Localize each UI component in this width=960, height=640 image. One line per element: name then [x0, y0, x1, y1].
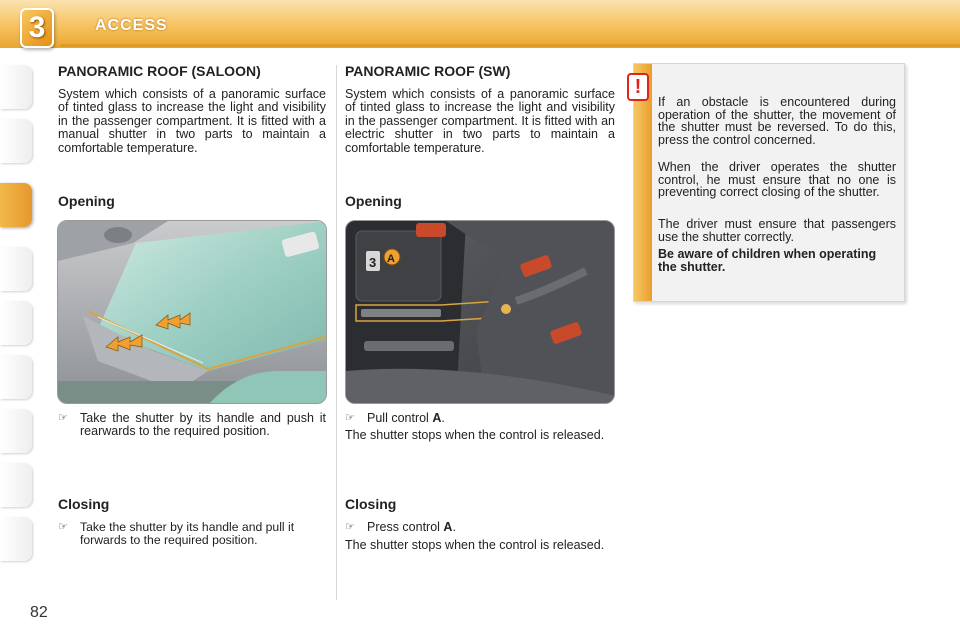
pointing-hand-icon: ☞: [345, 521, 355, 533]
pointing-hand-icon: ☞: [58, 521, 68, 533]
chapter-badge: [20, 8, 54, 48]
sw-closing-bullet: [345, 521, 615, 534]
column-divider: [336, 65, 337, 600]
sw-closing-note: The shutter stops when the control is released.: [345, 538, 605, 552]
sw-control-photo: [345, 220, 615, 404]
warning-paragraph-2: When the driver operates the shutter control, he must ensure that no one is preventing correct closing of the shutter.: [658, 160, 896, 200]
sw-opening-bullet-prefix: Pull control: [367, 411, 433, 425]
exclamation-icon: !: [634, 76, 642, 98]
photo-label-a: A: [387, 253, 395, 265]
sw-opening-heading: Opening: [345, 193, 402, 209]
sw-closing-control-label: A: [443, 520, 453, 534]
sw-opening-bullet: [345, 412, 615, 425]
chapter-tab-7[interactable]: [0, 409, 32, 453]
pointing-hand-icon: ☞: [58, 412, 68, 424]
saloon-opening-text: Take the shutter by its handle and push it rearwards to the required position.: [80, 411, 326, 439]
saloon-roof-photo: [57, 220, 327, 404]
chapter-tab-9[interactable]: [0, 517, 32, 561]
header-rule: [60, 44, 960, 47]
warning-icon: [627, 73, 649, 101]
sw-closing-bullet-prefix: Press control: [367, 520, 444, 534]
sw-intro: System which consists of a panoramic surface of tinted glass to increase the light and visibility in the passenger compartment. It is fitted with an electric shutter in two parts to maintain a comfortable temperature.: [345, 87, 615, 155]
saloon-closing-text: Take the shutter by its handle and pull it forwards to the required position.: [80, 520, 295, 548]
sw-closing-heading: Closing: [345, 496, 397, 512]
saloon-closing-bullet: [58, 521, 326, 548]
chapter-tab-strip: [0, 65, 34, 577]
chapter-number: 3: [28, 11, 46, 44]
page-number: 82: [30, 604, 48, 621]
sw-opening-note: The shutter stops when the control is released.: [345, 428, 605, 442]
sw-closing-bullet-suffix: .: [452, 520, 456, 534]
photo-label-3: 3: [369, 255, 377, 270]
section-title: ACCESS: [95, 17, 168, 34]
chapter-tab-6[interactable]: [0, 355, 32, 399]
sw-opening-control-label: A: [432, 411, 442, 425]
saloon-intro: System which consists of a panoramic surface of tinted glass to increase the light and visibility in the passenger compartment. It is fitted with a manual shutter in two parts to maintain a comfortable temperature.: [58, 87, 326, 155]
saloon-title: PANORAMIC ROOF (SALOON): [58, 63, 261, 79]
saloon-opening-bullet: [58, 412, 326, 439]
warning-paragraph-4: Be aware of children when operating the shutter.: [658, 247, 877, 274]
chapter-tab-3-active[interactable]: [0, 183, 32, 227]
chapter-tab-4[interactable]: [0, 247, 32, 291]
chapter-tab-5[interactable]: [0, 301, 32, 345]
warning-paragraph-3: The driver must ensure that passengers use the shutter correctly.: [658, 217, 896, 244]
pointing-hand-icon: ☞: [345, 412, 355, 424]
saloon-closing-heading: Closing: [58, 496, 110, 512]
chapter-tab-2[interactable]: [0, 119, 32, 163]
warning-paragraph-1: If an obstacle is encountered during operation of the shutter, the movement of the shutter must be reversed. To do this, press the control concerned.: [658, 95, 896, 147]
chapter-tab-8[interactable]: [0, 463, 32, 507]
sw-title: PANORAMIC ROOF (SW): [345, 63, 511, 79]
chapter-tab-1[interactable]: [0, 65, 32, 109]
saloon-opening-heading: Opening: [58, 193, 115, 209]
sw-opening-bullet-suffix: .: [441, 411, 445, 425]
